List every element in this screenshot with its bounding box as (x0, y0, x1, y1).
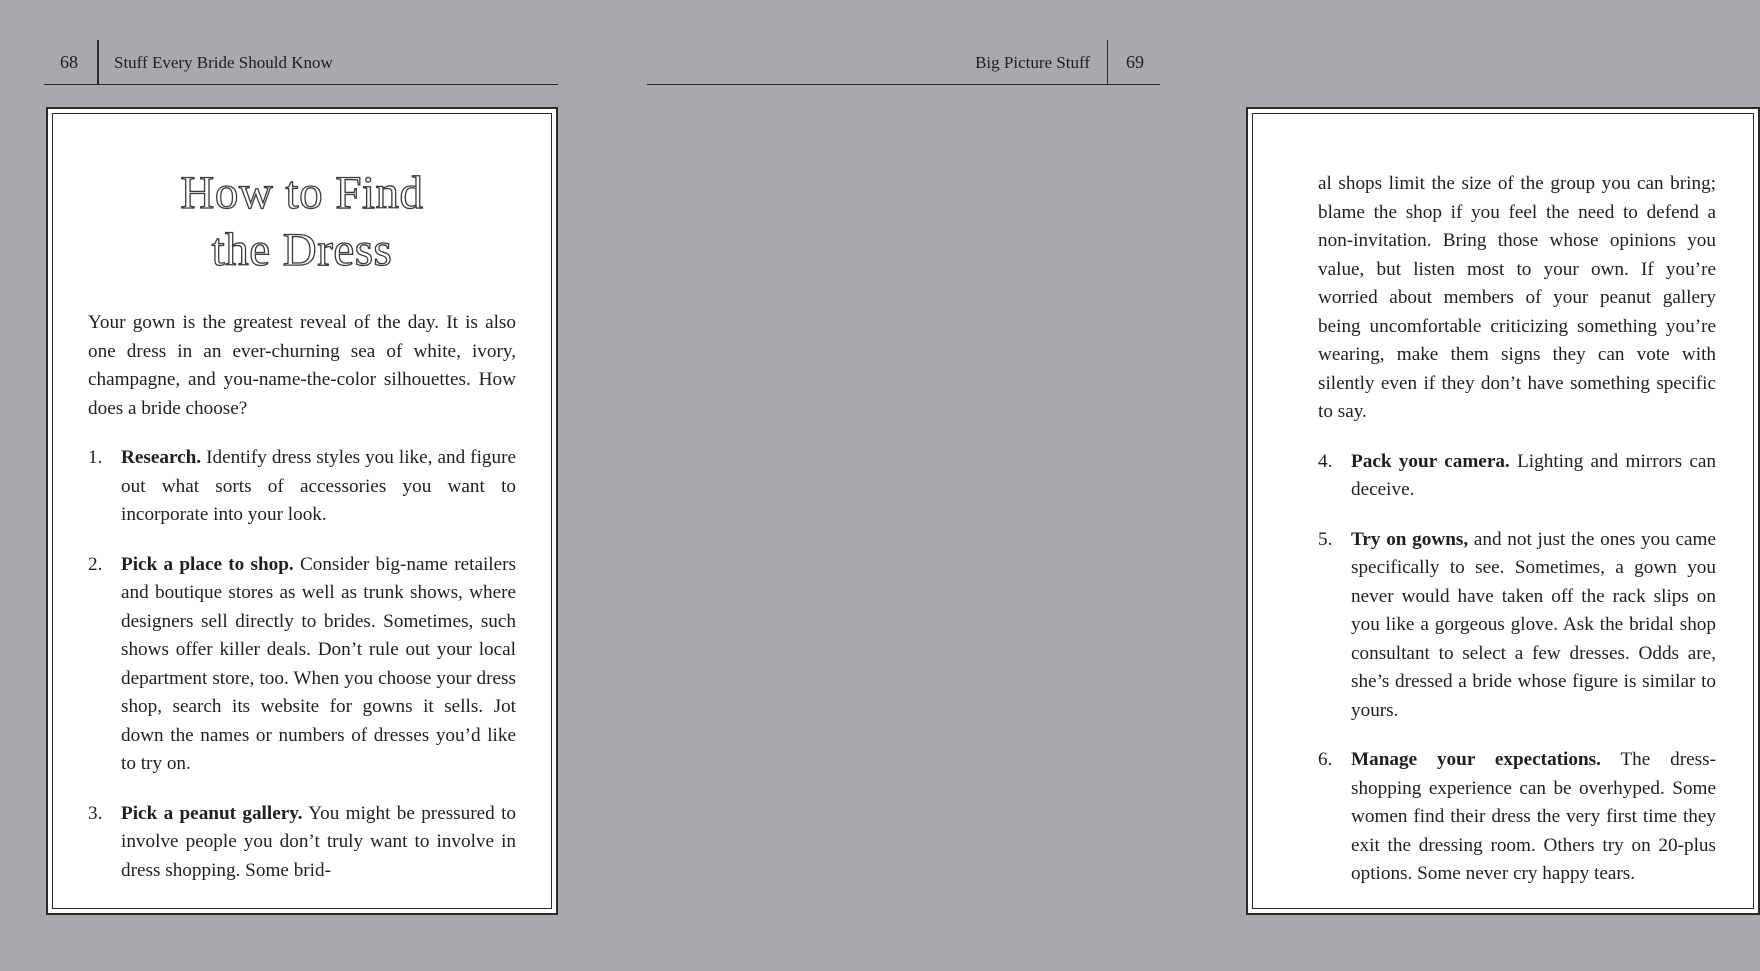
intro-paragraph: Your gown is the greatest reveal of the day. It is also one dress in an ever-churning sea of white, ivory, champagne, and you-name-the-color silhouettes. How does a bride choose? (88, 312, 516, 419)
page-number: 68 (60, 52, 78, 72)
right-running-header (647, 40, 1160, 85)
item-text: Lighting and mirrors can deceive. (1351, 450, 1717, 500)
item-lead: Try on gowns, (1351, 528, 1469, 550)
running-head-title: Stuff Every Bride Should Know (114, 53, 333, 72)
item-number: 5. (1318, 528, 1333, 550)
item-number: 3. (88, 802, 103, 824)
chapter-title (48, 165, 556, 279)
item-number: 1. (88, 447, 103, 468)
list-item (1318, 526, 1716, 726)
continued-paragraph: al shops limit the size of the group you can bring; blame the shop if you feel the need to defend a non-invitation. Bring those whose opinions you value, but listen most to your own. If you’re worried about members of your peanut gallery being uncomfortable criticizing something you’re wearing, make them signs they can vote with silently even if they don’t have something specific to say. (1318, 173, 1716, 422)
left-page (0, 0, 600, 971)
right-text-frame (1246, 107, 1760, 915)
item-text: You might be pressured to involve people you don’t truly want to involve in dress shopping. Some brid- (121, 802, 517, 881)
title-line-1: How to Find (180, 167, 424, 219)
item-lead: Research. (121, 447, 202, 468)
title-line-2: the Dress (211, 224, 393, 276)
right-body (1318, 170, 1716, 910)
header-divider (97, 40, 99, 84)
item-lead: Pack your camera. (1351, 450, 1510, 472)
item-number: 4. (1318, 450, 1333, 472)
left-running-header (44, 40, 558, 85)
page-number: 69 (1126, 52, 1144, 72)
list-item (88, 444, 516, 530)
item-number: 6. (1318, 749, 1333, 770)
item-text: Identify dress styles you like, and figure out what sorts of accessories you want to incorporate into your look. (121, 447, 516, 525)
left-body (88, 309, 516, 906)
item-lead: Pick a peanut gallery. (121, 802, 303, 824)
list-item (88, 800, 516, 886)
right-page (600, 0, 1717, 971)
list-item (1318, 448, 1716, 505)
header-divider (1107, 40, 1109, 84)
item-text: and not just the ones you came specifically to see. Sometimes, a gown you never would have taken off the rack slips on you like a gorgeous glove. Ask the bridal shop consultant to select a few dresses. Odds are, she’s dressed a bride whose figure is similar to yours. (1351, 528, 1717, 721)
item-text: Consider big-name retailers and boutique stores as well as trunk shows, where designers sell directly to brides. Sometimes, such shows offer killer deals. Don’t rule out your local department store, too. When you choose your dress shop, search its website for gowns it sells. Jot down the names or numbers of dresses you’d like to try on. (121, 553, 516, 774)
left-text-frame (46, 107, 558, 915)
list-item (1318, 746, 1716, 889)
item-number: 2. (88, 553, 103, 575)
item-lead: Manage your expectations. (1351, 749, 1601, 770)
item-lead: Pick a place to shop. (121, 553, 294, 575)
item-text: The dress-shopping experience can be overhyped. Some women find their dress the very first time they exit the dressing room. Others try on 20-plus options. Some never cry happy tears. (1351, 749, 1716, 884)
running-head-title: Big Picture Stuff (975, 53, 1090, 72)
list-item (88, 551, 516, 779)
